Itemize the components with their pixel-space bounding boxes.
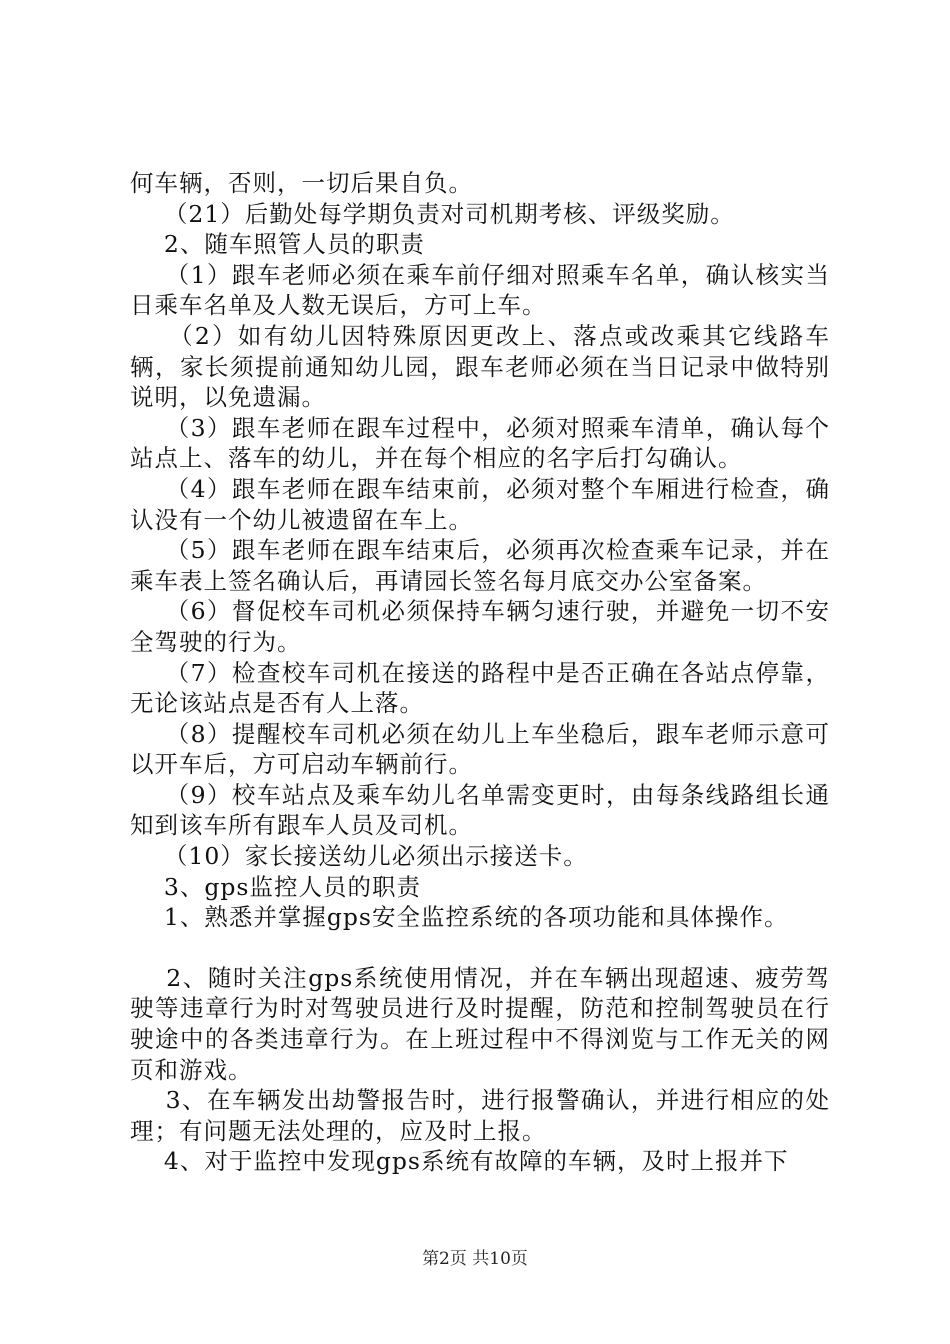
- page-number-footer: 第2页 共10页: [422, 1249, 528, 1269]
- paragraph: 何车辆，否则，一切后果自负。: [130, 169, 473, 197]
- paragraph: （21）后勤处每学期负责对司机期考核、评级奖励。: [130, 199, 735, 228]
- paragraph: （2）如有幼儿因特殊原因更改上、落点或改乘其它线路车辆，家长须提前通知幼儿园，跟车老师必须在当日记录中做特别说明，以免遗漏。: [130, 321, 830, 412]
- section-heading: 3、gps监控人员的职责: [130, 872, 421, 901]
- paragraph: （5）跟车老师在跟车结束后，必须再次检查乘车记录，并在乘车表上签名确认后，再请园长签名每月底交办公室备案。: [130, 536, 830, 595]
- paragraph: 1、熟悉并掌握gps安全监控系统的各项功能和具体操作。: [130, 903, 789, 932]
- section-heading: 2、随车照管人员的职责: [130, 230, 425, 259]
- paragraph: 2、随时关注gps系统使用情况，并在车辆出现超速、疲劳驾驶等违章行为时对驾驶员进行及时提醒，防范和控制驾驶员在行驶途中的各类违章行为。在上班过程中不得浏览与工作无关的网页和游戏。: [130, 963, 830, 1084]
- paragraph: （1）跟车老师必须在乘车前仔细对照乘车名单，确认核实当日乘车名单及人数无误后，方可上车。: [130, 260, 830, 320]
- document-body: [130, 168, 830, 1177]
- paragraph: （10）家长接送幼儿必须出示接送卡。: [130, 842, 588, 871]
- paragraph: （4）跟车老师在跟车结束前，必须对整个车厢进行检查，确认没有一个幼儿被遗留在车上。: [130, 474, 830, 534]
- paragraph: （9）校车站点及乘车幼儿名单需变更时，由每条线路组长通知到该车所有跟车人员及司机。: [130, 780, 830, 840]
- paragraph: （7）检查校车司机在接送的路程中是否正确在各站点停靠，无论该站点是否有人上落。: [130, 658, 830, 718]
- paragraph: （6）督促校车司机必须保持车辆匀速行驶，并避免一切不安全驾驶的行为。: [130, 597, 830, 656]
- paragraph: 4、对于监控中发现gps系统有故障的车辆，及时上报并下: [130, 1147, 789, 1176]
- paragraph: 3、在车辆发出劫警报告时，进行报警确认，并进行相应的处理；有问题无法处理的，应及时上报。: [130, 1086, 830, 1145]
- paragraph: （8）提醒校车司机必须在幼儿上车坐稳后，跟车老师示意可以开车后，方可启动车辆前行。: [130, 719, 830, 779]
- paragraph: （3）跟车老师在跟车过程中，必须对照乘车清单，确认每个站点上、落车的幼儿，并在每个相应的名字后打勾确认。: [130, 413, 830, 473]
